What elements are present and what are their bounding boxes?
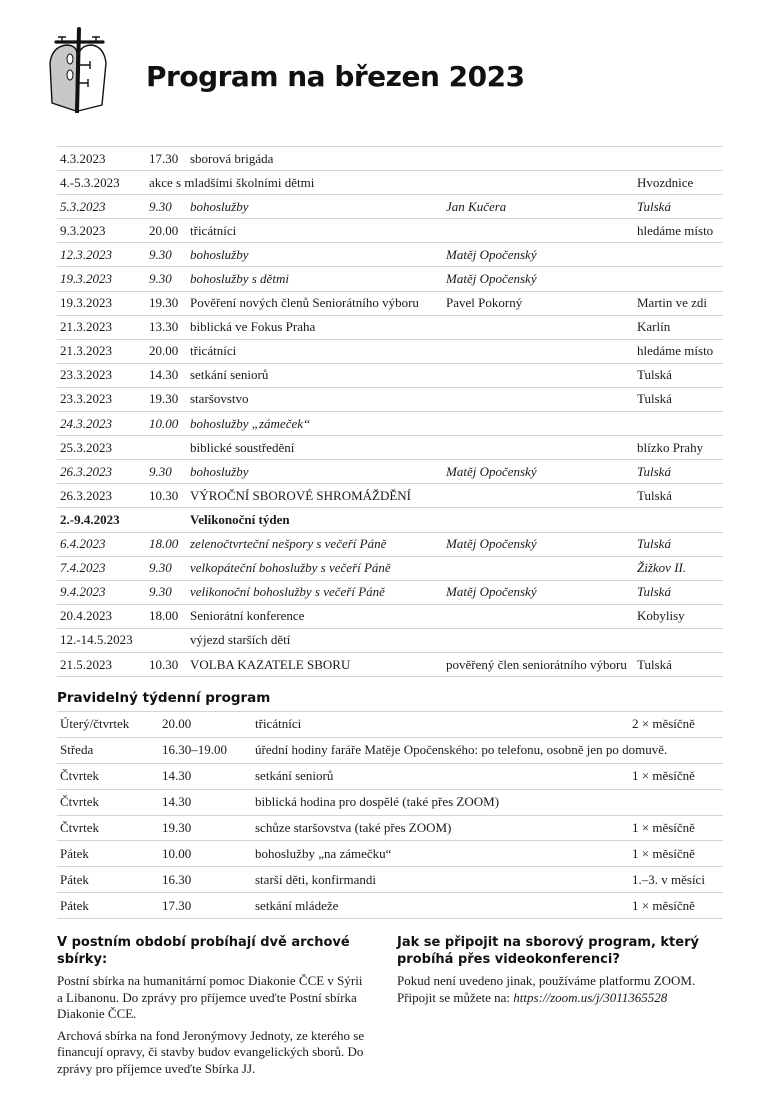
event-place: blízko Prahy (637, 439, 704, 455)
weekly-program-title: Pravidelný týdenní program (57, 690, 271, 706)
event-time: 9.30 (149, 246, 172, 262)
event-time: 20.00 (149, 343, 179, 359)
weekly-time: 16.30–19.00 (162, 742, 227, 758)
event-date: 4.-5.3.2023 (60, 174, 120, 190)
weekly-time: 19.30 (162, 820, 192, 835)
event-person: Matěj Opočenský (446, 246, 537, 262)
weekly-row (57, 737, 723, 763)
event-person: Matěj Opočenský (446, 463, 537, 479)
weekly-event: bohoslužby „na zámečku“ (255, 845, 392, 861)
event-time: 17.30 (149, 150, 179, 166)
event-place: Karlín (637, 319, 671, 335)
event-row (57, 604, 723, 628)
event-time: 19.30 (149, 295, 179, 311)
event-row (57, 171, 723, 195)
zoom-info-line-2: Připojit se můžete na: (397, 989, 514, 1005)
event-place: Hvozdnice (637, 174, 694, 190)
weekly-row (57, 789, 723, 815)
weekly-frequency: 1 × měsíčně (632, 820, 695, 835)
weekly-day: Čtvrtek (60, 768, 99, 784)
weekly-row (57, 867, 723, 893)
event-date: 4.3.2023 (60, 150, 106, 166)
event-date: 12.3.2023 (60, 246, 112, 262)
event-time: 9.30 (149, 584, 172, 600)
event-row (57, 219, 723, 243)
weekly-event: úřední hodiny faráře Matěje Opočenského: po telefonu, osobně jen po domuvě. (255, 742, 668, 758)
weekly-event: schůze staršovstva (také přes ZOOM) (255, 820, 452, 835)
events-table (57, 146, 723, 677)
weekly-day: Pátek (60, 871, 89, 887)
event-name: akce s mladšími školními dětmi (149, 174, 315, 190)
event-place: Tulská (637, 367, 672, 383)
event-name: zelenočtvrteční nešpory s večeří Páně (190, 536, 387, 552)
event-date: 26.3.2023 (60, 463, 112, 479)
event-name: staršovstvo (190, 391, 249, 407)
event-person: pověřený člen seniorátního výboru (446, 656, 627, 672)
event-date: 6.4.2023 (60, 536, 106, 552)
collections-paragraph: Postní sbírka na humanitární pomoc Diakonie ČCE v Sýrii a Libanonu. Do zprávy pro příjemce uveďte Postní sbírka Diakonie ČCE. (57, 973, 363, 1021)
weekly-row (57, 712, 723, 738)
weekly-time: 14.30 (162, 768, 192, 784)
event-name: biblická ve Fokus Praha (190, 319, 316, 335)
event-name: sborová brigáda (190, 150, 274, 166)
weekly-time: 17.30 (162, 897, 192, 913)
event-time (146, 436, 187, 460)
weekly-frequency: 1.–3. v měsíci (632, 871, 705, 887)
event-name: velkopáteční bohoslužby s večeří Páně (190, 560, 391, 576)
event-name: bohoslužby (190, 198, 249, 214)
event-person: Matěj Opočenský (446, 271, 537, 287)
event-row (57, 412, 723, 436)
event-place (634, 267, 723, 291)
event-row (57, 243, 723, 267)
weekly-row (57, 763, 723, 789)
weekly-frequency: 2 × měsíčně (632, 716, 695, 732)
collections-paragraph: Archová sbírka na fond Jeronýmovy Jednoty, ze kterého se financují opravy, či stavby budov evangelických sborů. Do zprávy pro příjemce uveďte Sbírka JJ. (57, 1027, 365, 1076)
event-row (57, 195, 723, 219)
weekly-day: Čtvrtek (60, 820, 99, 835)
event-row (57, 387, 723, 411)
weekly-row (57, 841, 723, 867)
event-place: Kobylisy (637, 608, 685, 624)
event-place (634, 508, 723, 532)
event-date: 24.3.2023 (60, 415, 112, 431)
event-time: 20.00 (149, 222, 179, 238)
event-date: 25.3.2023 (60, 439, 112, 455)
event-row (57, 339, 723, 363)
event-place: Tulská (637, 536, 671, 552)
event-place (634, 147, 723, 171)
event-time: 10.30 (149, 487, 179, 503)
event-time: 14.30 (149, 367, 179, 383)
event-date: 26.3.2023 (60, 487, 112, 503)
event-place (634, 412, 723, 436)
event-person: Matěj Opočenský (446, 584, 537, 600)
event-time: 10.00 (149, 415, 179, 431)
event-place: Tulská (637, 487, 672, 503)
event-time: 18.00 (149, 536, 179, 552)
event-person (443, 436, 634, 460)
event-row (57, 363, 723, 387)
event-name: Seniorátní konference (190, 608, 305, 624)
event-place: Tulská (637, 391, 672, 407)
zoom-info-line-1: Pokud není uvedeno jinak, používáme platformu ZOOM. (397, 973, 696, 988)
weekly-event: biblická hodina pro dospělé (také přes ZOOM) (255, 794, 500, 810)
page-title: Program na březen 2023 (146, 60, 525, 93)
event-row (57, 315, 723, 339)
weekly-time: 16.30 (162, 871, 192, 887)
event-date: 2.-9.4.2023 (60, 511, 120, 527)
event-time: 13.30 (149, 319, 179, 335)
event-date: 21.3.2023 (60, 319, 112, 335)
weekly-event: třicátníci (255, 716, 302, 732)
event-date: 21.3.2023 (60, 343, 112, 359)
event-time: 19.30 (149, 391, 179, 407)
event-place: Tulská (637, 584, 671, 600)
event-row (57, 532, 723, 556)
weekly-day: Úterý/čtvrtek (60, 716, 130, 732)
event-date: 7.4.2023 (60, 560, 106, 576)
event-name: VÝROČNÍ SBOROVÉ SHROMÁŽDĚNÍ (190, 487, 412, 503)
event-time: 9.30 (149, 560, 172, 576)
event-person: Matěj Opočenský (446, 536, 537, 552)
weekly-event: starší děti, konfirmandi (255, 871, 376, 887)
event-row (57, 652, 723, 676)
event-person (443, 556, 634, 580)
church-logo-icon (46, 27, 112, 113)
event-row (57, 460, 723, 484)
event-date: 9.3.2023 (60, 222, 106, 238)
event-date: 23.3.2023 (60, 391, 112, 407)
event-date: 9.4.2023 (60, 584, 106, 600)
event-date: 12.-14.5.2023 (60, 632, 133, 648)
event-row (57, 291, 723, 315)
event-place: hledáme místo (637, 343, 714, 359)
event-date: 23.3.2023 (60, 367, 112, 383)
weekly-time: 14.30 (162, 794, 192, 810)
event-row (57, 580, 723, 604)
event-row (57, 628, 723, 652)
event-person (443, 147, 634, 171)
event-name: setkání seniorů (190, 367, 269, 383)
event-person (443, 171, 634, 195)
weekly-frequency: 1 × měsíčně (632, 768, 695, 784)
event-person (443, 363, 634, 387)
event-place: Tulská (637, 656, 672, 672)
weekly-frequency: 1 × měsíčně (632, 897, 695, 913)
zoom-info-section (397, 934, 717, 1011)
event-person (443, 339, 634, 363)
weekly-day: Středa (60, 742, 94, 758)
event-row (57, 147, 723, 171)
event-date: 5.3.2023 (60, 198, 106, 214)
event-name: třicátníci (190, 343, 237, 359)
event-date: 20.4.2023 (60, 608, 112, 624)
event-name: bohoslužby (190, 463, 249, 479)
event-place: Žižkov II. (637, 560, 687, 576)
event-date: 19.3.2023 (60, 271, 112, 287)
event-place: Tulská (637, 463, 671, 479)
event-date: 21.5.2023 (60, 656, 112, 672)
event-name: VOLBA KAZATELE SBORU (190, 656, 351, 672)
weekly-day: Pátek (60, 845, 89, 861)
weekly-event: setkání mládeže (255, 897, 339, 913)
event-name: Velikonoční týden (190, 511, 290, 527)
weekly-program-table (57, 711, 723, 919)
event-row (57, 508, 723, 532)
weekly-frequency (629, 789, 723, 815)
event-date: 19.3.2023 (60, 295, 112, 311)
weekly-day: Čtvrtek (60, 794, 99, 810)
collections-section (57, 934, 367, 1082)
weekly-time: 10.00 (162, 845, 192, 861)
event-person: Jan Kučera (446, 198, 507, 214)
event-name: velikonoční bohoslužby s večeří Páně (190, 584, 385, 600)
event-row (57, 484, 723, 508)
event-place: Tulská (637, 198, 671, 214)
event-person (443, 508, 634, 532)
event-person (443, 628, 634, 652)
event-row (57, 267, 723, 291)
event-time: 9.30 (149, 271, 172, 287)
event-person (443, 387, 634, 411)
weekly-day: Pátek (60, 897, 89, 913)
event-name: Pověření nových členů Seniorátního výboru (190, 295, 419, 311)
event-name: výjezd starších dětí (190, 632, 291, 648)
event-name: biblické soustředění (190, 439, 295, 455)
event-person (443, 219, 634, 243)
event-time: 18.00 (149, 608, 179, 624)
event-person (443, 604, 634, 628)
weekly-row (57, 893, 723, 919)
event-name: třicátníci (190, 222, 237, 238)
zoom-link[interactable]: https://zoom.us/j/3011365528 (513, 989, 668, 1005)
collections-heading: V postním období probíhají dvě archové sbírky: (57, 935, 350, 967)
weekly-time: 20.00 (162, 716, 192, 732)
zoom-info-text (397, 973, 717, 1006)
event-place (634, 243, 723, 267)
event-place (634, 628, 723, 652)
event-name: bohoslužby (190, 246, 249, 262)
event-person (443, 315, 634, 339)
event-row (57, 556, 723, 580)
weekly-event: setkání seniorů (255, 768, 334, 784)
event-person (443, 412, 634, 436)
event-place: Martin ve zdi (637, 295, 708, 311)
event-time: 10.30 (149, 656, 179, 672)
event-name: bohoslužby s dětmi (190, 271, 289, 287)
event-place: hledáme místo (637, 222, 714, 238)
weekly-row (57, 815, 723, 841)
event-time: 9.30 (149, 463, 172, 479)
event-name: bohoslužby „zámeček“ (190, 415, 311, 431)
zoom-info-heading: Jak se připojit na sborový program, který probíhá přes videokonferenci? (397, 935, 699, 967)
event-time: 9.30 (149, 198, 172, 214)
event-row (57, 436, 723, 460)
event-person (443, 484, 634, 508)
weekly-frequency: 1 × měsíčně (632, 845, 695, 861)
event-person: Pavel Pokorný (446, 295, 523, 311)
